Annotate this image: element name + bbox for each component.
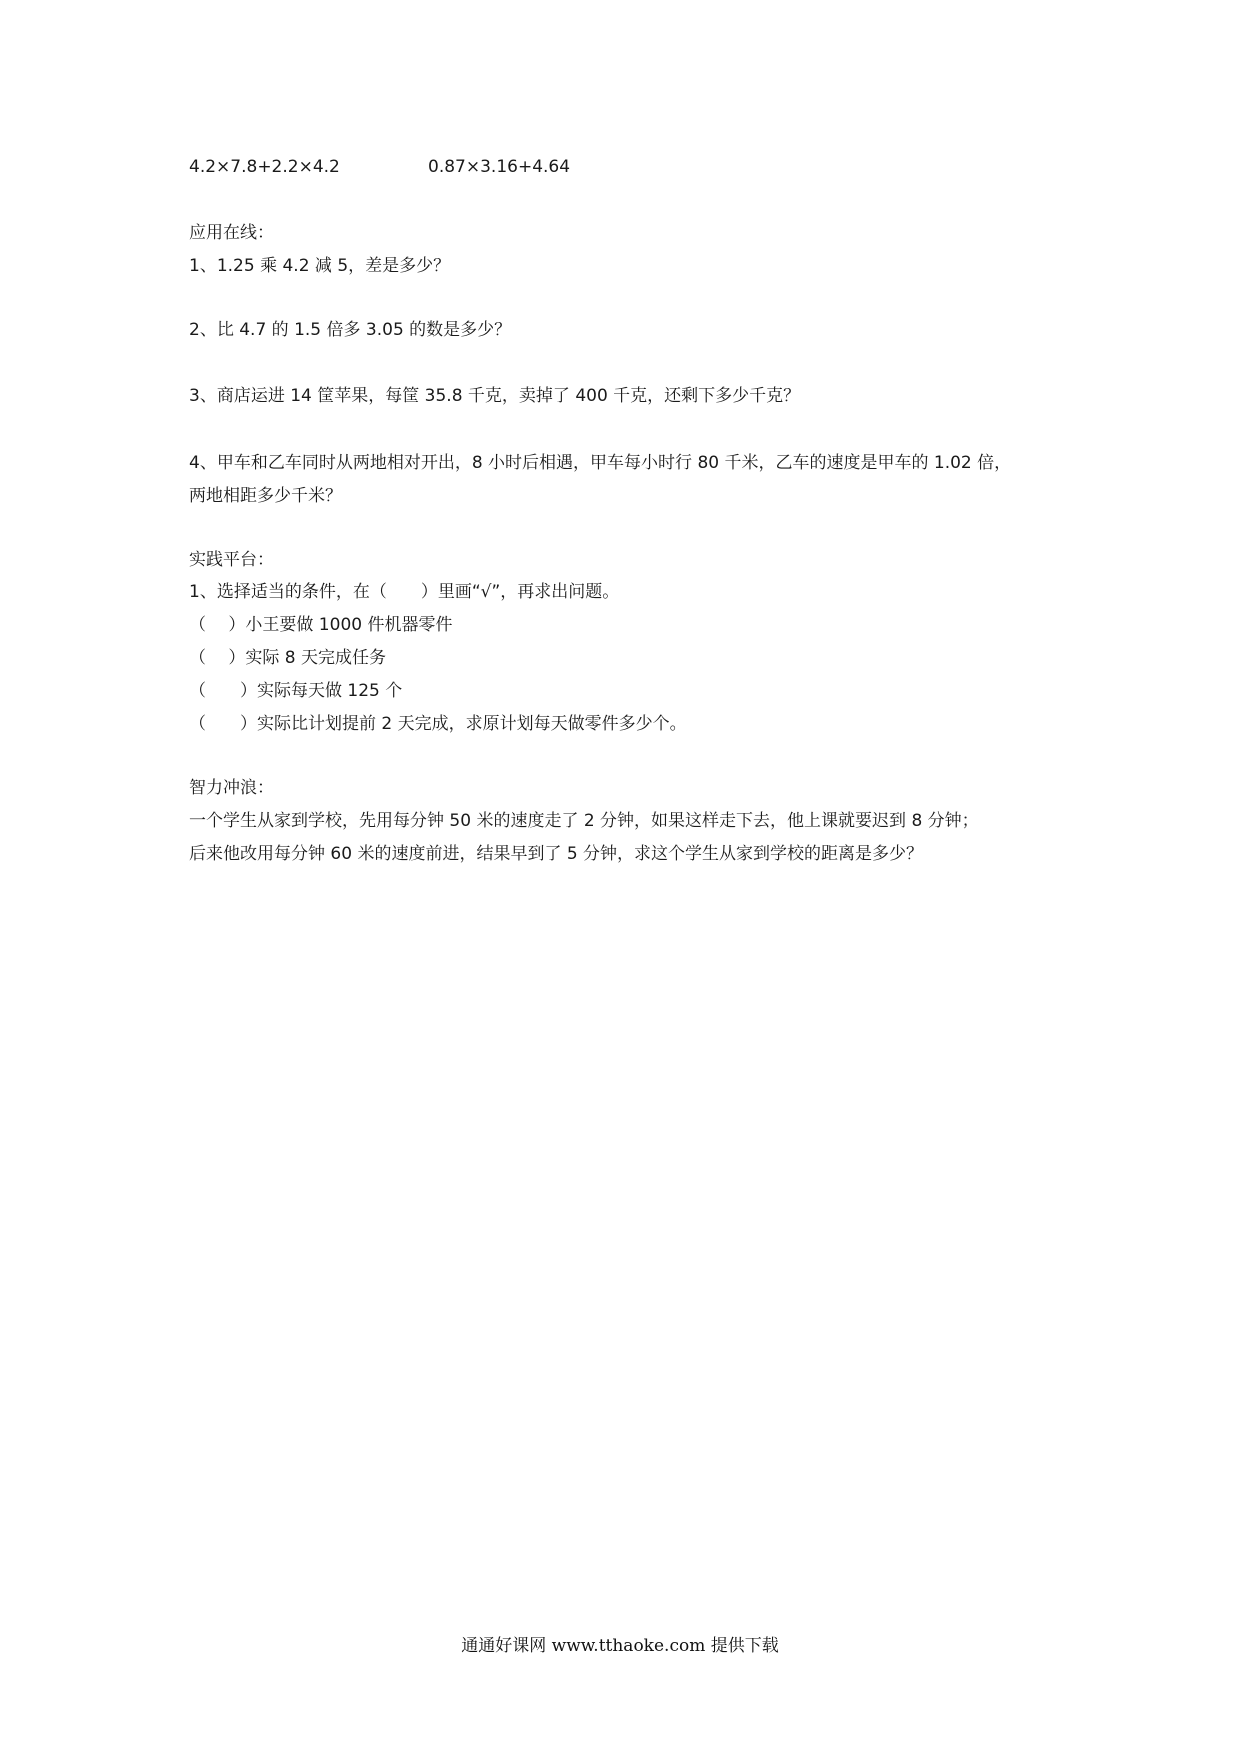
practice-option-3: （ ）实际每天做 125 个	[189, 681, 403, 701]
expression-right: 0.87×3.16+4.64	[428, 157, 571, 177]
application-question-1: 1、1.25 乘 4.2 减 5，差是多少？	[189, 256, 451, 276]
application-heading: 应用在线：	[189, 223, 274, 243]
practice-option-4: （ ）实际比计划提前 2 天完成，求原计划每天做零件多少个。	[189, 714, 687, 734]
challenge-line-1: 一个学生从家到学校，先用每分钟 50 米的速度走了 2 分钟，如果这样走下去，他上课就要迟到 8 分钟；	[189, 811, 979, 831]
footer-download-note: 通通好课网 www.tthaoke.com 提供下载	[461, 1636, 779, 1656]
application-question-4-line-2: 两地相距多少千米？	[189, 486, 342, 506]
practice-question-1: 1、选择适当的条件，在（ ）里画“√”，再求出问题。	[189, 582, 620, 602]
practice-option-1: （ ）小王要做 1000 件机器零件	[189, 615, 453, 635]
practice-heading: 实践平台：	[189, 550, 274, 570]
expression-left: 4.2×7.8+2.2×4.2	[189, 157, 340, 177]
practice-option-2: （ ）实际 8 天完成任务	[189, 648, 387, 668]
expression-row	[189, 157, 889, 181]
challenge-line-2: 后来他改用每分钟 60 米的速度前进，结果早到了 5 分钟，求这个学生从家到学校的距离是多少？	[189, 844, 924, 864]
challenge-heading: 智力冲浪：	[189, 778, 274, 798]
application-question-3: 3、商店运进 14 筐苹果，每筐 35.8 千克，卖掉了 400 千克，还剩下多少千克？	[189, 386, 801, 406]
application-question-4-line-1: 4、甲车和乙车同时从两地相对开出，8 小时后相遇，甲车每小时行 80 千米，乙车的速度是甲车的 1.02 倍，	[189, 453, 1012, 473]
application-question-2: 2、比 4.7 的 1.5 倍多 3.05 的数是多少？	[189, 320, 512, 340]
